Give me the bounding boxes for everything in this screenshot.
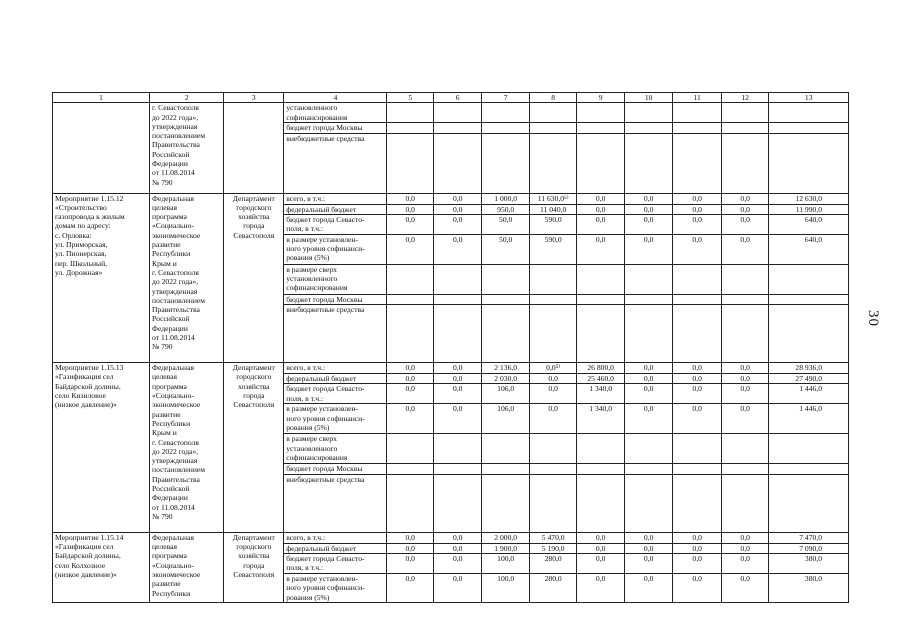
value-cell: 0,0 — [721, 214, 768, 234]
value-cell: 0,0 — [433, 574, 482, 603]
value-cell: 0,0 — [624, 543, 673, 553]
value-cell — [529, 305, 576, 363]
value-cell — [624, 305, 673, 363]
value-cell: 100,0 — [482, 554, 529, 574]
value-cell: 0,0 — [433, 374, 482, 384]
value-cell: 0,0 — [577, 214, 624, 234]
value-cell: 0,0 — [387, 193, 433, 204]
value-cell: 280,0 — [529, 574, 576, 603]
funding-source-cell: всего, в т.ч.: — [284, 532, 387, 543]
value-cell: 50,0 — [482, 234, 529, 264]
value-cell: 106,0 — [482, 384, 529, 404]
funding-source-cell: бюджет города Москвы — [284, 123, 387, 133]
column-header: 6 — [433, 93, 482, 103]
value-cell: 28 936,0 — [769, 363, 849, 374]
value-cell: 2 136,0 — [482, 363, 529, 374]
funding-source-cell: бюджет города Севасто- поля, в т.ч.: — [284, 384, 387, 404]
value-cell: 0,0 — [433, 404, 482, 434]
value-cell: 0,0 — [673, 543, 722, 553]
value-cell — [721, 434, 768, 464]
value-cell — [387, 264, 433, 294]
value-cell: 11 990,0 — [769, 204, 849, 214]
table-row — [53, 103, 849, 123]
value-cell — [673, 434, 722, 464]
funding-source-cell: в размере установлен- ного уровня софинанси- рования (5%) — [284, 574, 387, 603]
total-row — [53, 193, 849, 204]
value-cell — [577, 305, 624, 363]
program-cell: Федеральная целевая программа «Социально- экономическое развитие Республики — [150, 532, 224, 602]
column-header: 8 — [529, 93, 576, 103]
value-cell — [482, 434, 529, 464]
value-cell: 0,0 — [433, 384, 482, 404]
funding-source-cell: внебюджетные средства — [284, 474, 387, 532]
funding-source-cell: в размере установлен- ного уровня софинанси- рования (5%) — [284, 234, 387, 264]
funding-source-cell: федеральный бюджет — [284, 204, 387, 214]
value-cell: 50,0 — [482, 214, 529, 234]
budget-table — [52, 92, 849, 603]
funding-source-cell: всего, в т.ч.: — [284, 193, 387, 204]
funding-source-cell: внебюджетные средства — [284, 305, 387, 363]
program-cell: г. Севастополя до 2022 года», утвержденная постановлением Правительства Российской Федерации от 11.08.2014 № 790 — [150, 103, 224, 193]
value-cell: 1 000,0 — [482, 193, 529, 204]
value-cell: 0,0 — [624, 214, 673, 234]
executor-cell: Департамент городского хозяйства города Севастополя — [224, 363, 284, 533]
value-cell — [769, 264, 849, 294]
value-cell: 640,0 — [769, 234, 849, 264]
value-cell: 0,0 — [387, 574, 433, 603]
value-cell: 0,0⁵⁾ — [529, 363, 576, 374]
total-row — [53, 532, 849, 543]
value-cell: 27 490,0 — [769, 374, 849, 384]
value-cell: 0,0 — [433, 193, 482, 204]
funding-source-cell: в размере установлен- ного уровня софинанси- рования (5%) — [284, 404, 387, 434]
value-cell — [673, 264, 722, 294]
funding-source-cell: в размере сверх установленного софинансирования — [284, 264, 387, 294]
event-cell — [53, 103, 150, 193]
value-cell: 0,0 — [624, 193, 673, 204]
value-cell: 26 800,0 — [577, 363, 624, 374]
value-cell: 1 446,0 — [769, 384, 849, 404]
value-cell: 25 460,0 — [577, 374, 624, 384]
value-cell: 0,0 — [673, 234, 722, 264]
value-cell: 0,0 — [577, 204, 624, 214]
value-cell: 0,0 — [624, 204, 673, 214]
value-cell — [433, 264, 482, 294]
column-header: 10 — [624, 93, 673, 103]
value-cell: 0,0 — [624, 404, 673, 434]
value-cell: 0,0 — [624, 234, 673, 264]
value-cell — [624, 474, 673, 532]
value-cell: 0,0 — [624, 532, 673, 543]
value-cell: 0,0 — [433, 363, 482, 374]
value-cell: 0,0 — [433, 204, 482, 214]
value-cell: 0,0 — [721, 543, 768, 553]
executor-cell: Департамент городского хозяйства города Севастополя — [224, 193, 284, 363]
value-cell: 0,0 — [577, 193, 624, 204]
value-cell: 0,0 — [721, 384, 768, 404]
value-cell: 0,0 — [721, 404, 768, 434]
value-cell — [673, 305, 722, 363]
column-header: 7 — [482, 93, 529, 103]
value-cell: 0,0 — [433, 543, 482, 553]
column-header: 4 — [284, 93, 387, 103]
value-cell — [769, 474, 849, 532]
column-number-row — [53, 93, 849, 103]
value-cell: 0,0 — [529, 374, 576, 384]
column-header: 5 — [387, 93, 433, 103]
funding-source-cell: в размере сверх установленного софинансирования — [284, 434, 387, 464]
value-cell — [482, 474, 529, 532]
value-cell: 0,0 — [673, 404, 722, 434]
value-cell — [673, 464, 722, 474]
value-cell: 0,0 — [387, 554, 433, 574]
value-cell: 0,0 — [387, 234, 433, 264]
value-cell — [721, 294, 768, 304]
value-cell — [433, 305, 482, 363]
executor-cell — [224, 103, 284, 193]
value-cell — [624, 464, 673, 474]
value-cell: 12 630,0 — [769, 193, 849, 204]
value-cell: 0,0 — [387, 404, 433, 434]
value-cell — [721, 474, 768, 532]
value-cell: 0,0 — [433, 532, 482, 543]
value-cell: 280,0 — [529, 554, 576, 574]
funding-source-cell: внебюджетные средства — [284, 133, 387, 193]
value-cell: 1 446,0 — [769, 404, 849, 434]
value-cell: 0,0 — [433, 214, 482, 234]
value-cell — [769, 434, 849, 464]
value-cell: 0,0 — [721, 363, 768, 374]
value-cell: 0,0 — [721, 234, 768, 264]
value-cell — [624, 434, 673, 464]
value-cell: 106,0 — [482, 404, 529, 434]
value-cell — [433, 464, 482, 474]
value-cell: 1 340,0 — [577, 404, 624, 434]
value-cell: 5 470,0 — [529, 532, 576, 543]
value-cell — [529, 294, 576, 304]
value-cell — [721, 305, 768, 363]
value-cell — [482, 294, 529, 304]
value-cell: 0,0 — [529, 384, 576, 404]
funding-source-cell: федеральный бюджет — [284, 543, 387, 553]
column-header: 3 — [224, 93, 284, 103]
value-cell — [482, 464, 529, 474]
value-cell — [673, 474, 722, 532]
value-cell: 5 190,0 — [529, 543, 576, 553]
funding-source-cell: установленного софинансирования — [284, 103, 387, 123]
column-header: 1 — [53, 93, 150, 103]
value-cell: 0,0 — [577, 554, 624, 574]
value-cell — [577, 464, 624, 474]
value-cell — [529, 264, 576, 294]
value-cell: 0,0 — [721, 554, 768, 574]
value-cell — [387, 294, 433, 304]
value-cell — [624, 264, 673, 294]
value-cell: 11 040,0 — [529, 204, 576, 214]
value-cell — [769, 294, 849, 304]
value-cell: 0,0 — [721, 374, 768, 384]
column-header: 11 — [673, 93, 722, 103]
value-cell — [387, 305, 433, 363]
total-row — [53, 363, 849, 374]
value-cell: 2 030,0 — [482, 374, 529, 384]
value-cell: 0,0 — [577, 532, 624, 543]
program-cell: Федеральная целевая программа «Социально- экономическое развитие Республики Крым и г. Севастополя до 2022 года», утвержденная постановлением Правительства Российской Федерации от 11.08.2014 № 790 — [150, 193, 224, 363]
value-cell — [433, 294, 482, 304]
value-cell — [433, 474, 482, 532]
value-cell — [387, 474, 433, 532]
value-cell: 640,0 — [769, 214, 849, 234]
value-cell — [673, 294, 722, 304]
value-cell — [387, 434, 433, 464]
value-cell: 0,0 — [387, 363, 433, 374]
funding-source-cell: бюджет города Севасто- поля, в т.ч.: — [284, 554, 387, 574]
value-cell: 1 340,0 — [577, 384, 624, 404]
value-cell — [433, 434, 482, 464]
value-cell: 0,0 — [624, 554, 673, 574]
value-cell: 100,0 — [482, 574, 529, 603]
funding-source-cell: бюджет города Москвы — [284, 464, 387, 474]
value-cell: 590,0 — [529, 214, 576, 234]
value-cell — [577, 294, 624, 304]
value-cell: 0,0 — [387, 384, 433, 404]
value-cell: 0,0 — [387, 543, 433, 553]
value-cell: 0,0 — [721, 574, 768, 603]
value-cell: 0,0 — [577, 234, 624, 264]
value-cell: 0,0 — [433, 554, 482, 574]
value-cell — [577, 434, 624, 464]
value-cell: 7 090,0 — [769, 543, 849, 553]
value-cell — [624, 294, 673, 304]
value-cell — [529, 434, 576, 464]
value-cell: 950,0 — [482, 204, 529, 214]
measures-body — [53, 193, 849, 602]
event-cell: Мероприятие 1.15.13 «Газификация сел Байдарской долины, село Кизиловое (низкое давление)» — [53, 363, 150, 533]
value-cell: 0,0 — [624, 384, 673, 404]
column-header: 9 — [577, 93, 624, 103]
value-cell — [577, 264, 624, 294]
value-cell: 0,0 — [577, 574, 624, 603]
value-cell: 0,0 — [624, 374, 673, 384]
executor-cell: Департамент городского хозяйства города Севастополя — [224, 532, 284, 602]
value-cell — [482, 305, 529, 363]
event-cell: Мероприятие 1.15.14 «Газификация сел Байдарской долины, село Колхозное (низкое давление)» — [53, 532, 150, 602]
funding-source-cell: федеральный бюджет — [284, 374, 387, 384]
funding-source-cell: всего, в т.ч.: — [284, 363, 387, 374]
page-number: 30 — [865, 310, 881, 327]
funding-source-cell: бюджет города Севасто- поля, в т.ч.: — [284, 214, 387, 234]
value-cell: 380,0 — [769, 554, 849, 574]
value-cell: 0,0 — [529, 404, 576, 434]
value-cell: 380,0 — [769, 574, 849, 603]
value-cell: 11 630,0⁶⁾ — [529, 193, 576, 204]
value-cell — [721, 464, 768, 474]
value-cell: 0,0 — [673, 204, 722, 214]
value-cell: 0,0 — [433, 234, 482, 264]
value-cell: 1 900,0 — [482, 543, 529, 553]
program-cell: Федеральная целевая программа «Социально- экономическое развитие Республики Крым и г. Севастополя до 2022 года», утвержденная постановлением Правительства Российской Федерации от 11.08.2014 № 790 — [150, 363, 224, 533]
value-cell: 0,0 — [673, 574, 722, 603]
value-cell — [529, 464, 576, 474]
value-cell: 0,0 — [673, 374, 722, 384]
value-cell: 0,0 — [673, 532, 722, 543]
value-cell — [387, 464, 433, 474]
value-cell: 0,0 — [624, 574, 673, 603]
value-cell: 0,0 — [387, 374, 433, 384]
value-cell: 0,0 — [673, 193, 722, 204]
value-cell: 0,0 — [673, 363, 722, 374]
value-cell — [769, 305, 849, 363]
funding-source-cell: бюджет города Москвы — [284, 294, 387, 304]
value-cell: 0,0 — [673, 554, 722, 574]
value-cell: 0,0 — [624, 363, 673, 374]
value-cell: 0,0 — [387, 214, 433, 234]
column-header: 2 — [150, 93, 224, 103]
value-cell: 0,0 — [673, 214, 722, 234]
value-cell — [769, 464, 849, 474]
value-cell: 0,0 — [387, 532, 433, 543]
value-cell: 0,0 — [577, 543, 624, 553]
value-cell: 0,0 — [721, 193, 768, 204]
value-cell — [721, 264, 768, 294]
value-cell — [482, 264, 529, 294]
value-cell: 0,0 — [721, 532, 768, 543]
value-cell — [529, 474, 576, 532]
value-cell: 0,0 — [387, 204, 433, 214]
value-cell: 0,0 — [673, 384, 722, 404]
value-cell: 590,0 — [529, 234, 576, 264]
event-cell: Мероприятие 1.15.12 «Строительство газопровода к жилым домам по адресу: с. Орловка: ул. Приморская, ул. Пионерская, пер. Школьный, ул. Дорожная» — [53, 193, 150, 363]
value-cell: 0,0 — [721, 204, 768, 214]
value-cell: 2 000,0 — [482, 532, 529, 543]
value-cell: 7 470,0 — [769, 532, 849, 543]
column-header: 13 — [769, 93, 849, 103]
column-header: 12 — [721, 93, 768, 103]
value-cell — [577, 474, 624, 532]
